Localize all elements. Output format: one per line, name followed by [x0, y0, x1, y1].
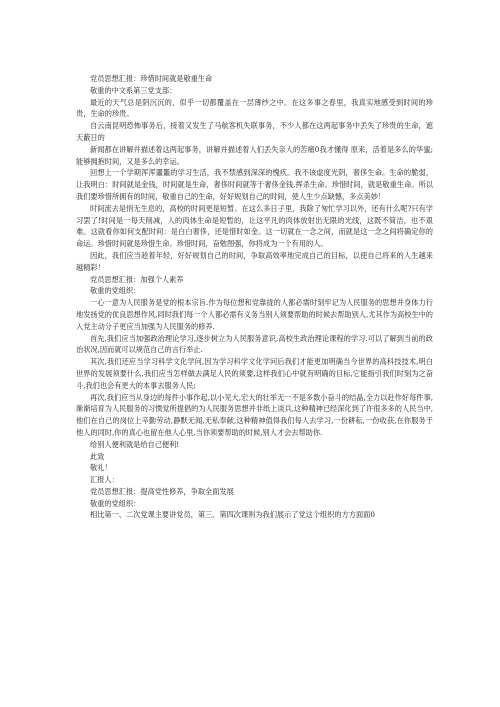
report-title: 党员思想汇报：珍惜时间就是敬重生命	[90, 74, 213, 83]
paragraph: 因此，我们应当趁着年轻，好好规划自己的时间，争取高效率地完成自己的目标，以使自己将来的人生越来越精彩！	[76, 250, 433, 272]
paragraph: 给别人便利就是给自己便利!	[90, 439, 180, 449]
paragraph: 其次,我们还应当学习科学文化学问,因为学习科学文化学问后我们才能更加明确当今世界的高科技技术,明白世界的发展须要什么,我们应当怎样做去满足人民的须要,这样我们心中就有明确的目标,它能指引我们时刻为之奋斗,我们也会有更大的本事去服务人民;	[76, 357, 433, 390]
salutation: 敬重的党组织：	[90, 286, 141, 296]
salutation: 敬重的中文系第三党支部：	[90, 85, 177, 95]
paragraph: 相比第一、二次党课主要讲党员，第三、第四次课则为我们展示了党这个组织的方方面面0	[90, 510, 375, 520]
closing-line: 敬礼！	[90, 463, 112, 473]
paragraph: 新闻都在讲解并描述着这两起事务，讲解并描述着人们丢失亲人的苦痛0我才懂得 原来，活着是多么的华蜜;能够拥抱时间，又是多么的幸运。	[76, 144, 433, 166]
reporter-label: 汇报人：	[90, 475, 119, 485]
document-body	[76, 73, 433, 521]
closing-line: 此致	[90, 451, 105, 461]
paragraph: 首先,我们应当加强政治理论学习,逐步树立为人民服务意识,高校生政治理论课程的学习.可以了解到当前的政治状况,因而就可以规范自己的言行举止.	[76, 333, 433, 355]
paragraph: 自云南昆明恐怖事务后，接着又发生了马航客机失联事务，不少人都在这两起事务中丢失了珍贵的生命，遮天蔽日的	[76, 121, 433, 142]
salutation: 敬重的党组织：	[90, 498, 141, 508]
paragraph: 再次,我们应当从身边的每件小事作起,以小见大,宏大的壮举无一不是多数小奋斗的结晶,全力以赴作好每件事,渐渐培育为人民服务的习惯觉所提倡的为人民服务思想并非纸上谈兵,这种精神已经深化到了许很多多的人民当中,他们在自己的岗位上辛勤劳动,静默无闻,无私奉献,这种精神值得我们每人去学习,一份耕耘,一份收获,在你服务于他人的同时,你的真心也留在他人心里,当你须要帮助的时候,别人才会去帮助你.	[76, 392, 433, 437]
paragraph: 一心一意为人民服务是党的根本宗旨.作为每位想和党靠拢的人都必需时刻牢记为人民服务的思想并身体力行地发扬党的优良思想作风,同时我们每一个人都必需有义务当别人须要帮助的时候去帮助别人,尤其作为高校生中的入党主动分子更应当加强为人民服务的修养.	[76, 298, 433, 331]
report-title: 党员思想汇报：提高党性修养，争取全面发展	[90, 486, 234, 496]
report-title: 党员思想汇报：加强个人素养	[90, 274, 184, 284]
paragraph: 最近的天气总是阴沉沉的，似乎一切都覆盖在一层薄纱之中。在这多事之春里，我真实地感受到时间的珍贵，生命的珍贵。	[76, 97, 433, 119]
paragraph: 时间流去是悄无生息的，高校的时间更是短暂。在这么多日子里，我除了匆忙学习以外，还有什么呢?只有学习罢了!时间是一每天削减，人的肉体生命是短暂的，让这平凡的肉体放射出无限的光线，这既不简洁，也不艰难。这就看你如何支配时间：是白白奢侈，还是惜时如金。这一切就在一念之间，而就是这一念之间将确定你的命运。珍惜时间就是珍惜生命。珍惜时间，奋勉图强，你将成为一个有用的人。	[76, 203, 433, 249]
paragraph: 回想上一个学期浑浑噩噩的学习生活，我不禁感到深深的愧疚。我不该虚度光阴，奢侈生命。生命的脆弱，让我明白：时间就是金钱，时间就是生命，奢侈时间就等于奢侈金钱,挥杀生命。珍惜时间，就是敬重生命。所以我们要珍惜所拥有的时间，敬重自己的生命，好好规划自己的时间，使人生少点缺憾，多点美妙！	[76, 168, 433, 201]
